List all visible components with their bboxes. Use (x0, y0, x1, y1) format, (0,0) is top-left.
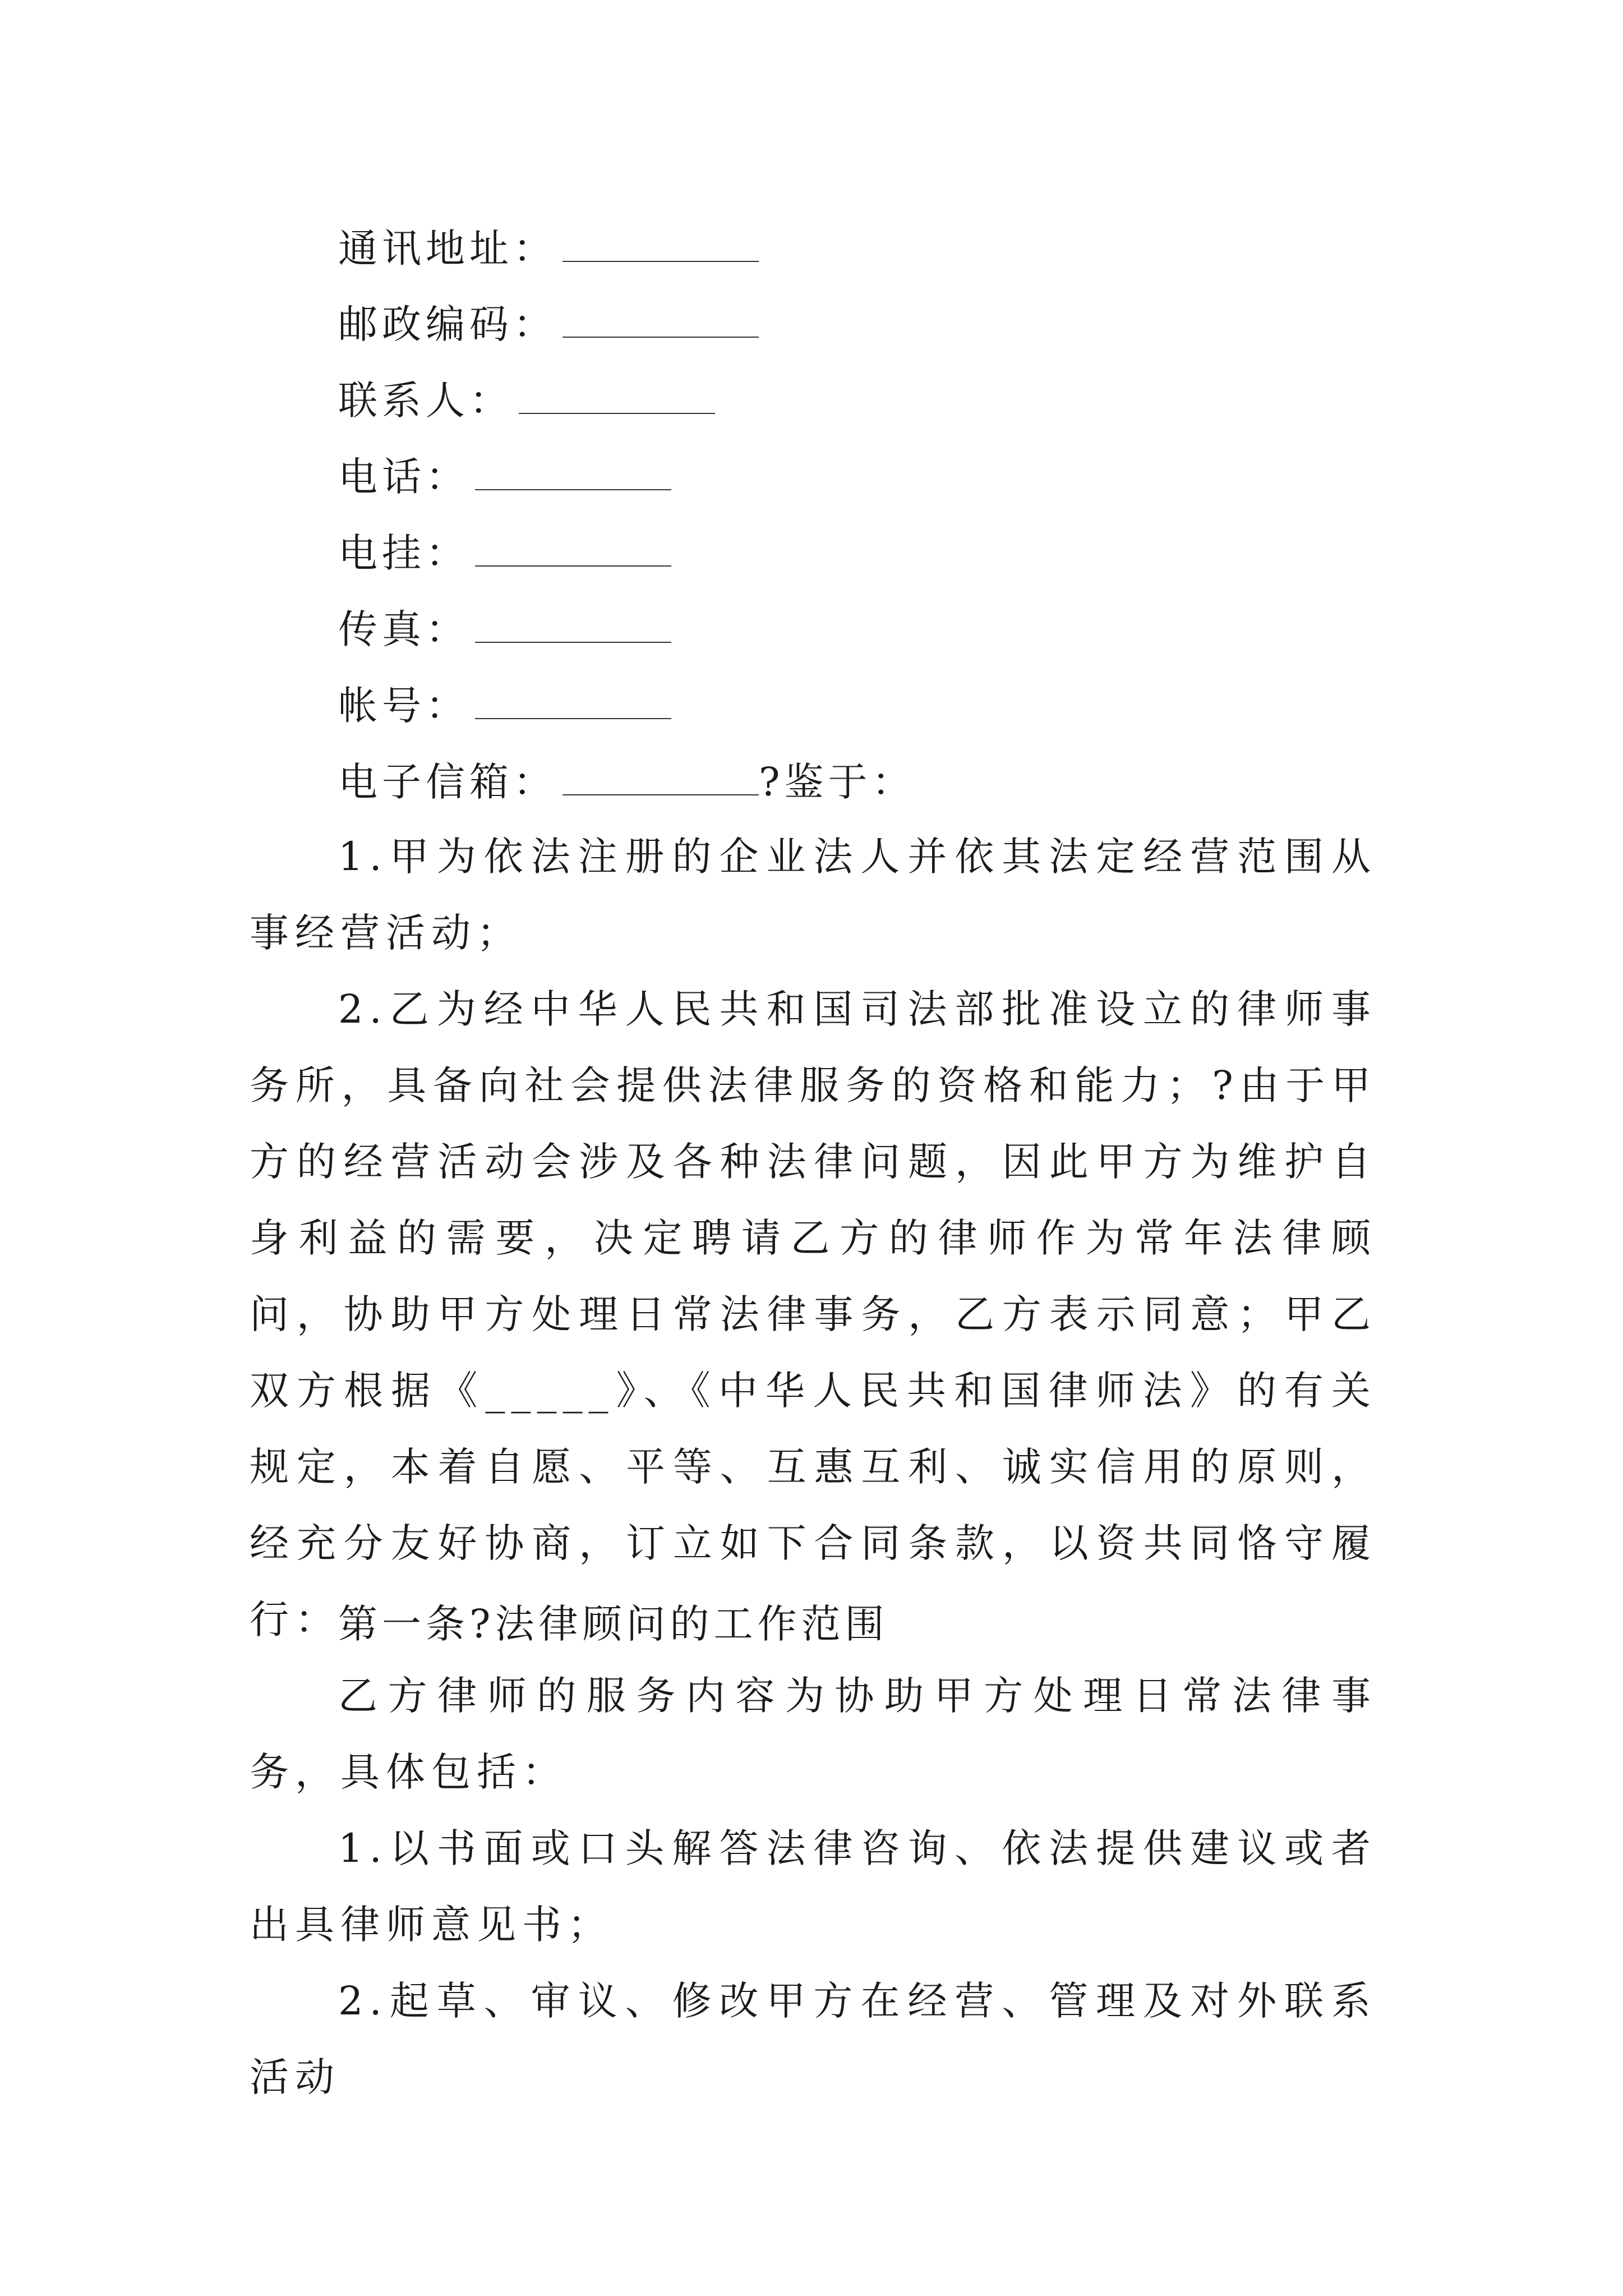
field-phone-label: 电话： (338, 454, 469, 500)
article-1-intro: 乙方律师的服务内容为协助甲方处理日常法律事务，具体包括： (250, 1673, 1377, 1795)
field-account-blank[interactable] (475, 718, 671, 719)
field-phone-blank[interactable] (475, 489, 671, 490)
field-telegraph (338, 530, 671, 576)
recital-1: 1.甲为依法注册的企业法人并依其法定经营范围从事经营活动； (250, 834, 1377, 956)
field-fax (338, 606, 671, 652)
article-1-heading: 第一条?法律顾问的工作范围 (338, 1601, 889, 1647)
field-postcode (338, 301, 759, 347)
field-postcode-blank[interactable] (562, 337, 759, 338)
recital-2: 2.乙为经中华人民共和国司法部批准设立的律师事务所，具备向社会提供法律服务的资格和能力；?由于甲方的经营活动会涉及各种法律问题，因此甲方为维护自身利益的需要，决定聘请乙方的律师作为常年法律顾问，协助甲方处理日常法律事务，乙方表示同意；甲乙双方根据《_____》、《中华人民共和国律师法》的有关规定，本着自愿、平等、互惠互利、诚实信用的原则，经充分友好协商，订立如下合同条款，以资共同恪守履行： (250, 986, 1377, 1642)
field-email (338, 759, 916, 805)
field-email-label: 电子信箱： (338, 759, 557, 805)
field-address-blank[interactable] (562, 261, 759, 262)
field-contact-blank[interactable] (519, 413, 715, 414)
field-account-label: 帐号： (338, 683, 469, 729)
field-fax-label: 传真： (338, 606, 469, 652)
field-telegraph-label: 电挂： (338, 530, 469, 576)
field-phone (338, 454, 671, 500)
field-fax-blank[interactable] (475, 642, 671, 643)
article-1-item-2: 2.起草、审议、修改甲方在经营、管理及对外联系活动 (250, 1978, 1377, 2100)
article-1-item-1: 1.以书面或口头解答法律咨询、依法提供建议或者出具律师意见书； (250, 1825, 1377, 1948)
field-account (338, 683, 671, 729)
field-contact-label: 联系人： (338, 378, 513, 424)
recitals-intro: ?鉴于： (759, 759, 916, 805)
field-address-label: 通讯地址： (338, 226, 557, 272)
field-contact (338, 378, 715, 424)
field-postcode-label: 邮政编码： (338, 301, 557, 347)
field-address (338, 226, 759, 272)
field-email-blank[interactable] (562, 794, 759, 795)
field-telegraph-blank[interactable] (475, 565, 671, 567)
